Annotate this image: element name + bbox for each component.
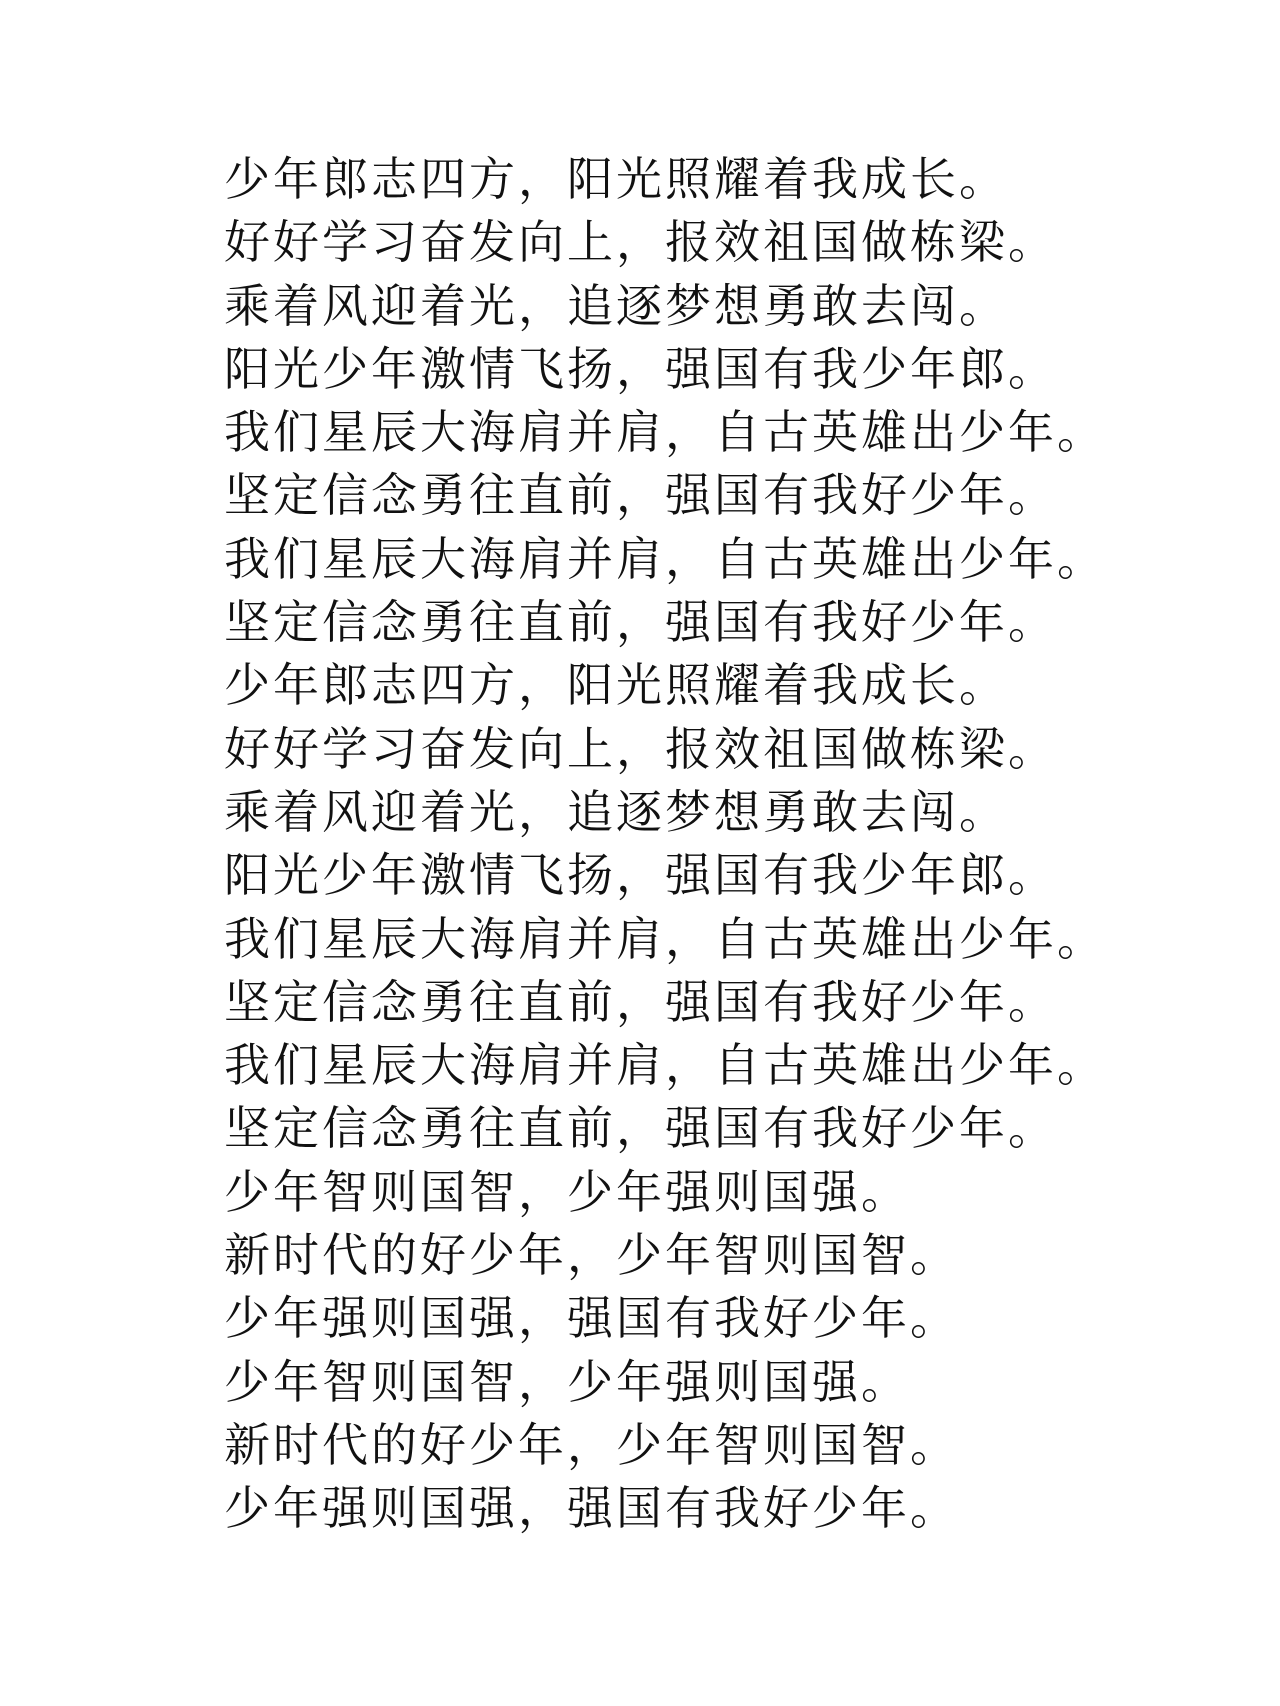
- lyric-line: 我们星辰大海肩并肩，自古英雄出少年。: [224, 1038, 1106, 1093]
- lyric-line: 坚定信念勇往直前，强国有我好少年。: [224, 468, 1057, 523]
- lyric-line: 乘着风迎着光，追逐梦想勇敢去闯。: [224, 278, 1008, 333]
- lyric-line: 少年郎志四方，阳光照耀着我成长。: [224, 152, 1008, 206]
- lyrics-text-block: [224, 148, 1106, 1541]
- lyric-line: 我们星辰大海肩并肩，自古英雄出少年。: [224, 405, 1106, 460]
- lyric-line: 阳光少年激情飞扬，强国有我少年郎。: [224, 341, 1057, 396]
- lyric-line: 新时代的好少年，少年智则国智。: [224, 1228, 959, 1283]
- lyric-line: 少年智则国智，少年强则国强。: [224, 1164, 910, 1219]
- lyric-line: 少年智则国智，少年强则国强。: [224, 1354, 910, 1409]
- lyric-line: 少年强则国强，强国有我好少年。: [224, 1291, 959, 1346]
- lyric-line: 坚定信念勇往直前，强国有我好少年。: [224, 974, 1057, 1029]
- lyric-line: 少年强则国强，强国有我好少年。: [224, 1481, 959, 1536]
- lyric-line: 我们星辰大海肩并肩，自古英雄出少年。: [224, 531, 1106, 586]
- lyric-line: 新时代的好少年，少年智则国智。: [224, 1417, 959, 1472]
- lyric-line: 好好学习奋发向上，报效祖国做栋梁。: [224, 721, 1057, 776]
- lyric-line: 少年郎志四方，阳光照耀着我成长。: [224, 658, 1008, 713]
- lyric-line: 坚定信念勇往直前，强国有我好少年。: [224, 595, 1057, 650]
- lyric-line: 坚定信念勇往直前，强国有我好少年。: [224, 1101, 1057, 1156]
- lyric-line: 我们星辰大海肩并肩，自古英雄出少年。: [224, 911, 1106, 966]
- lyric-line: 乘着风迎着光，追逐梦想勇敢去闯。: [224, 784, 1008, 839]
- lyric-line: 阳光少年激情飞扬，强国有我少年郎。: [224, 848, 1057, 903]
- lyric-line: 好好学习奋发向上，报效祖国做栋梁。: [224, 215, 1057, 270]
